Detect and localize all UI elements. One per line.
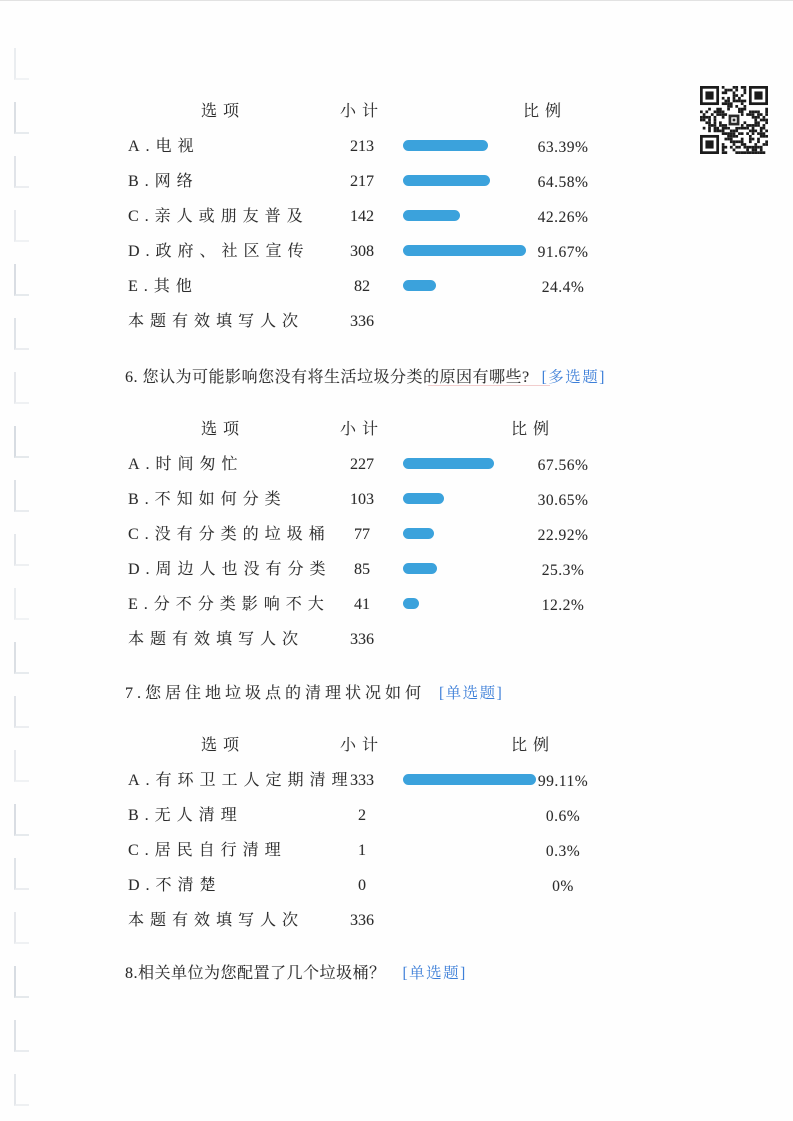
count-value: 308 (350, 243, 374, 260)
binding-mark (14, 696, 29, 728)
column-header-count: 小计 (339, 103, 384, 120)
binding-mark (14, 642, 29, 674)
option-label: C.亲人或朋友普及 (128, 208, 309, 225)
binding-mark (14, 210, 29, 242)
table-row (128, 553, 728, 588)
option-label: C.没有分类的垃圾桶 (128, 526, 331, 543)
column-header-ratio: 比例 (510, 737, 555, 754)
table-footer (128, 623, 728, 658)
count-value: 2 (358, 807, 366, 824)
option-label: A.时间匆忙 (128, 456, 244, 473)
table-row (128, 764, 728, 799)
table-row (128, 165, 728, 200)
count-value: 82 (354, 278, 370, 295)
count-value: 217 (350, 173, 374, 190)
binding-mark (14, 102, 29, 134)
question-text: 7.您居住地垃圾点的清理状况如何 (125, 685, 426, 702)
table-rows (128, 448, 728, 623)
footer-label: 本题有效填写人次 (128, 912, 305, 929)
ratio-value: 25.3% (541, 562, 585, 579)
binding-mark (14, 318, 29, 350)
table-row (128, 588, 728, 623)
option-label: B.无人清理 (128, 807, 243, 824)
ratio-value: 0% (552, 878, 574, 895)
column-header-option: 选项 (200, 737, 245, 754)
question-type-tag: [多选题] (541, 369, 606, 386)
count-value: 0 (358, 877, 366, 894)
binding-mark (14, 588, 29, 620)
binding-mark (14, 48, 29, 80)
count-value: 1 (358, 842, 366, 859)
table-row (128, 483, 728, 518)
question-7-title (125, 682, 503, 706)
ratio-bar (403, 280, 436, 291)
table-footer (128, 305, 728, 340)
binding-mark (14, 1020, 29, 1052)
ratio-value: 63.39% (537, 139, 589, 156)
option-label: B.不知如何分类 (128, 491, 287, 508)
footer-label: 本题有效填写人次 (128, 313, 305, 330)
count-value: 227 (350, 456, 374, 473)
ratio-bar (403, 140, 488, 151)
column-header-ratio: 比例 (522, 103, 567, 120)
ratio-bar (403, 175, 490, 186)
footer-total: 336 (350, 313, 374, 330)
ratio-value: 0.6% (545, 808, 581, 825)
footer-label: 本题有效填写人次 (128, 631, 305, 648)
ratio-bar (403, 598, 419, 609)
table-row (128, 448, 728, 483)
column-header-option: 选项 (200, 103, 245, 120)
binding-mark (14, 372, 29, 404)
binding-mark (14, 534, 29, 566)
ratio-bar (403, 458, 494, 469)
option-label: D.政府、社区宣传 (128, 243, 310, 260)
option-label: D.不清楚 (128, 877, 222, 894)
binding-mark (14, 804, 29, 836)
count-value: 77 (354, 526, 370, 543)
ratio-value: 12.2% (541, 597, 585, 614)
ratio-bar (403, 528, 434, 539)
count-value: 213 (350, 138, 374, 155)
ratio-value: 22.92% (537, 527, 589, 544)
column-header-count: 小计 (339, 421, 384, 438)
table-row (128, 869, 728, 904)
ratio-value: 99.11% (537, 773, 589, 790)
ratio-value: 64.58% (537, 174, 589, 191)
question-6-title (125, 366, 606, 390)
binding-mark (14, 426, 29, 458)
table-rows (128, 130, 728, 305)
column-header-option: 选项 (200, 421, 245, 438)
binding-mark (14, 912, 29, 944)
table-row (128, 130, 728, 165)
table-header (128, 728, 728, 764)
count-value: 85 (354, 561, 370, 578)
question-text: 8.相关单位为您配置了几个垃圾桶？ (125, 965, 386, 982)
binding-mark (14, 264, 29, 296)
ratio-value: 0.3% (545, 843, 581, 860)
option-label: E.其他 (128, 278, 198, 295)
option-label: E.分不分类影响不大 (128, 596, 330, 613)
table-rows (128, 764, 728, 904)
table-footer (128, 904, 728, 939)
binding-mark (14, 750, 29, 782)
question-8-title (125, 962, 467, 986)
option-label: C.居民自行清理 (128, 842, 287, 859)
table-row (128, 834, 728, 869)
survey-table-q7 (128, 728, 728, 939)
ratio-value: 42.26% (537, 209, 589, 226)
binding-mark (14, 480, 29, 512)
ratio-bar (403, 563, 437, 574)
ratio-bar (403, 493, 444, 504)
table-row (128, 799, 728, 834)
count-value: 41 (354, 596, 370, 613)
binding-mark (14, 1074, 29, 1106)
question-type-tag: [单选题] (402, 965, 467, 982)
question-text: 6. 您认为可能影响您没有将生活垃圾分类的原因有哪些? (125, 369, 530, 386)
binding-mark (14, 966, 29, 998)
option-label: D.周边人也没有分类 (128, 561, 332, 578)
ratio-value: 91.67% (537, 244, 589, 261)
table-row (128, 235, 728, 270)
ratio-value: 24.4% (541, 279, 585, 296)
option-label: A.有环卫工人定期清理 (128, 772, 354, 789)
ratio-bar (403, 210, 460, 221)
ratio-value: 67.56% (537, 457, 589, 474)
count-value: 103 (350, 491, 374, 508)
table-header (128, 412, 728, 448)
binding-mark (14, 156, 29, 188)
scan-edge-line (0, 0, 793, 1)
option-label: B.网络 (128, 173, 199, 190)
question-type-tag: [单选题] (439, 685, 504, 702)
binding-mark (14, 858, 29, 890)
table-row (128, 200, 728, 235)
ratio-value: 30.65% (537, 492, 589, 509)
column-header-ratio: 比例 (510, 421, 555, 438)
table-row (128, 518, 728, 553)
count-value: 333 (350, 772, 374, 789)
footer-total: 336 (350, 631, 374, 648)
survey-table-q5 (128, 94, 728, 340)
column-header-count: 小计 (339, 737, 384, 754)
count-value: 142 (350, 208, 374, 225)
table-row (128, 270, 728, 305)
table-header (128, 94, 728, 130)
survey-table-q6 (128, 412, 728, 658)
footer-total: 336 (350, 912, 374, 929)
option-label: A.电视 (128, 138, 200, 155)
